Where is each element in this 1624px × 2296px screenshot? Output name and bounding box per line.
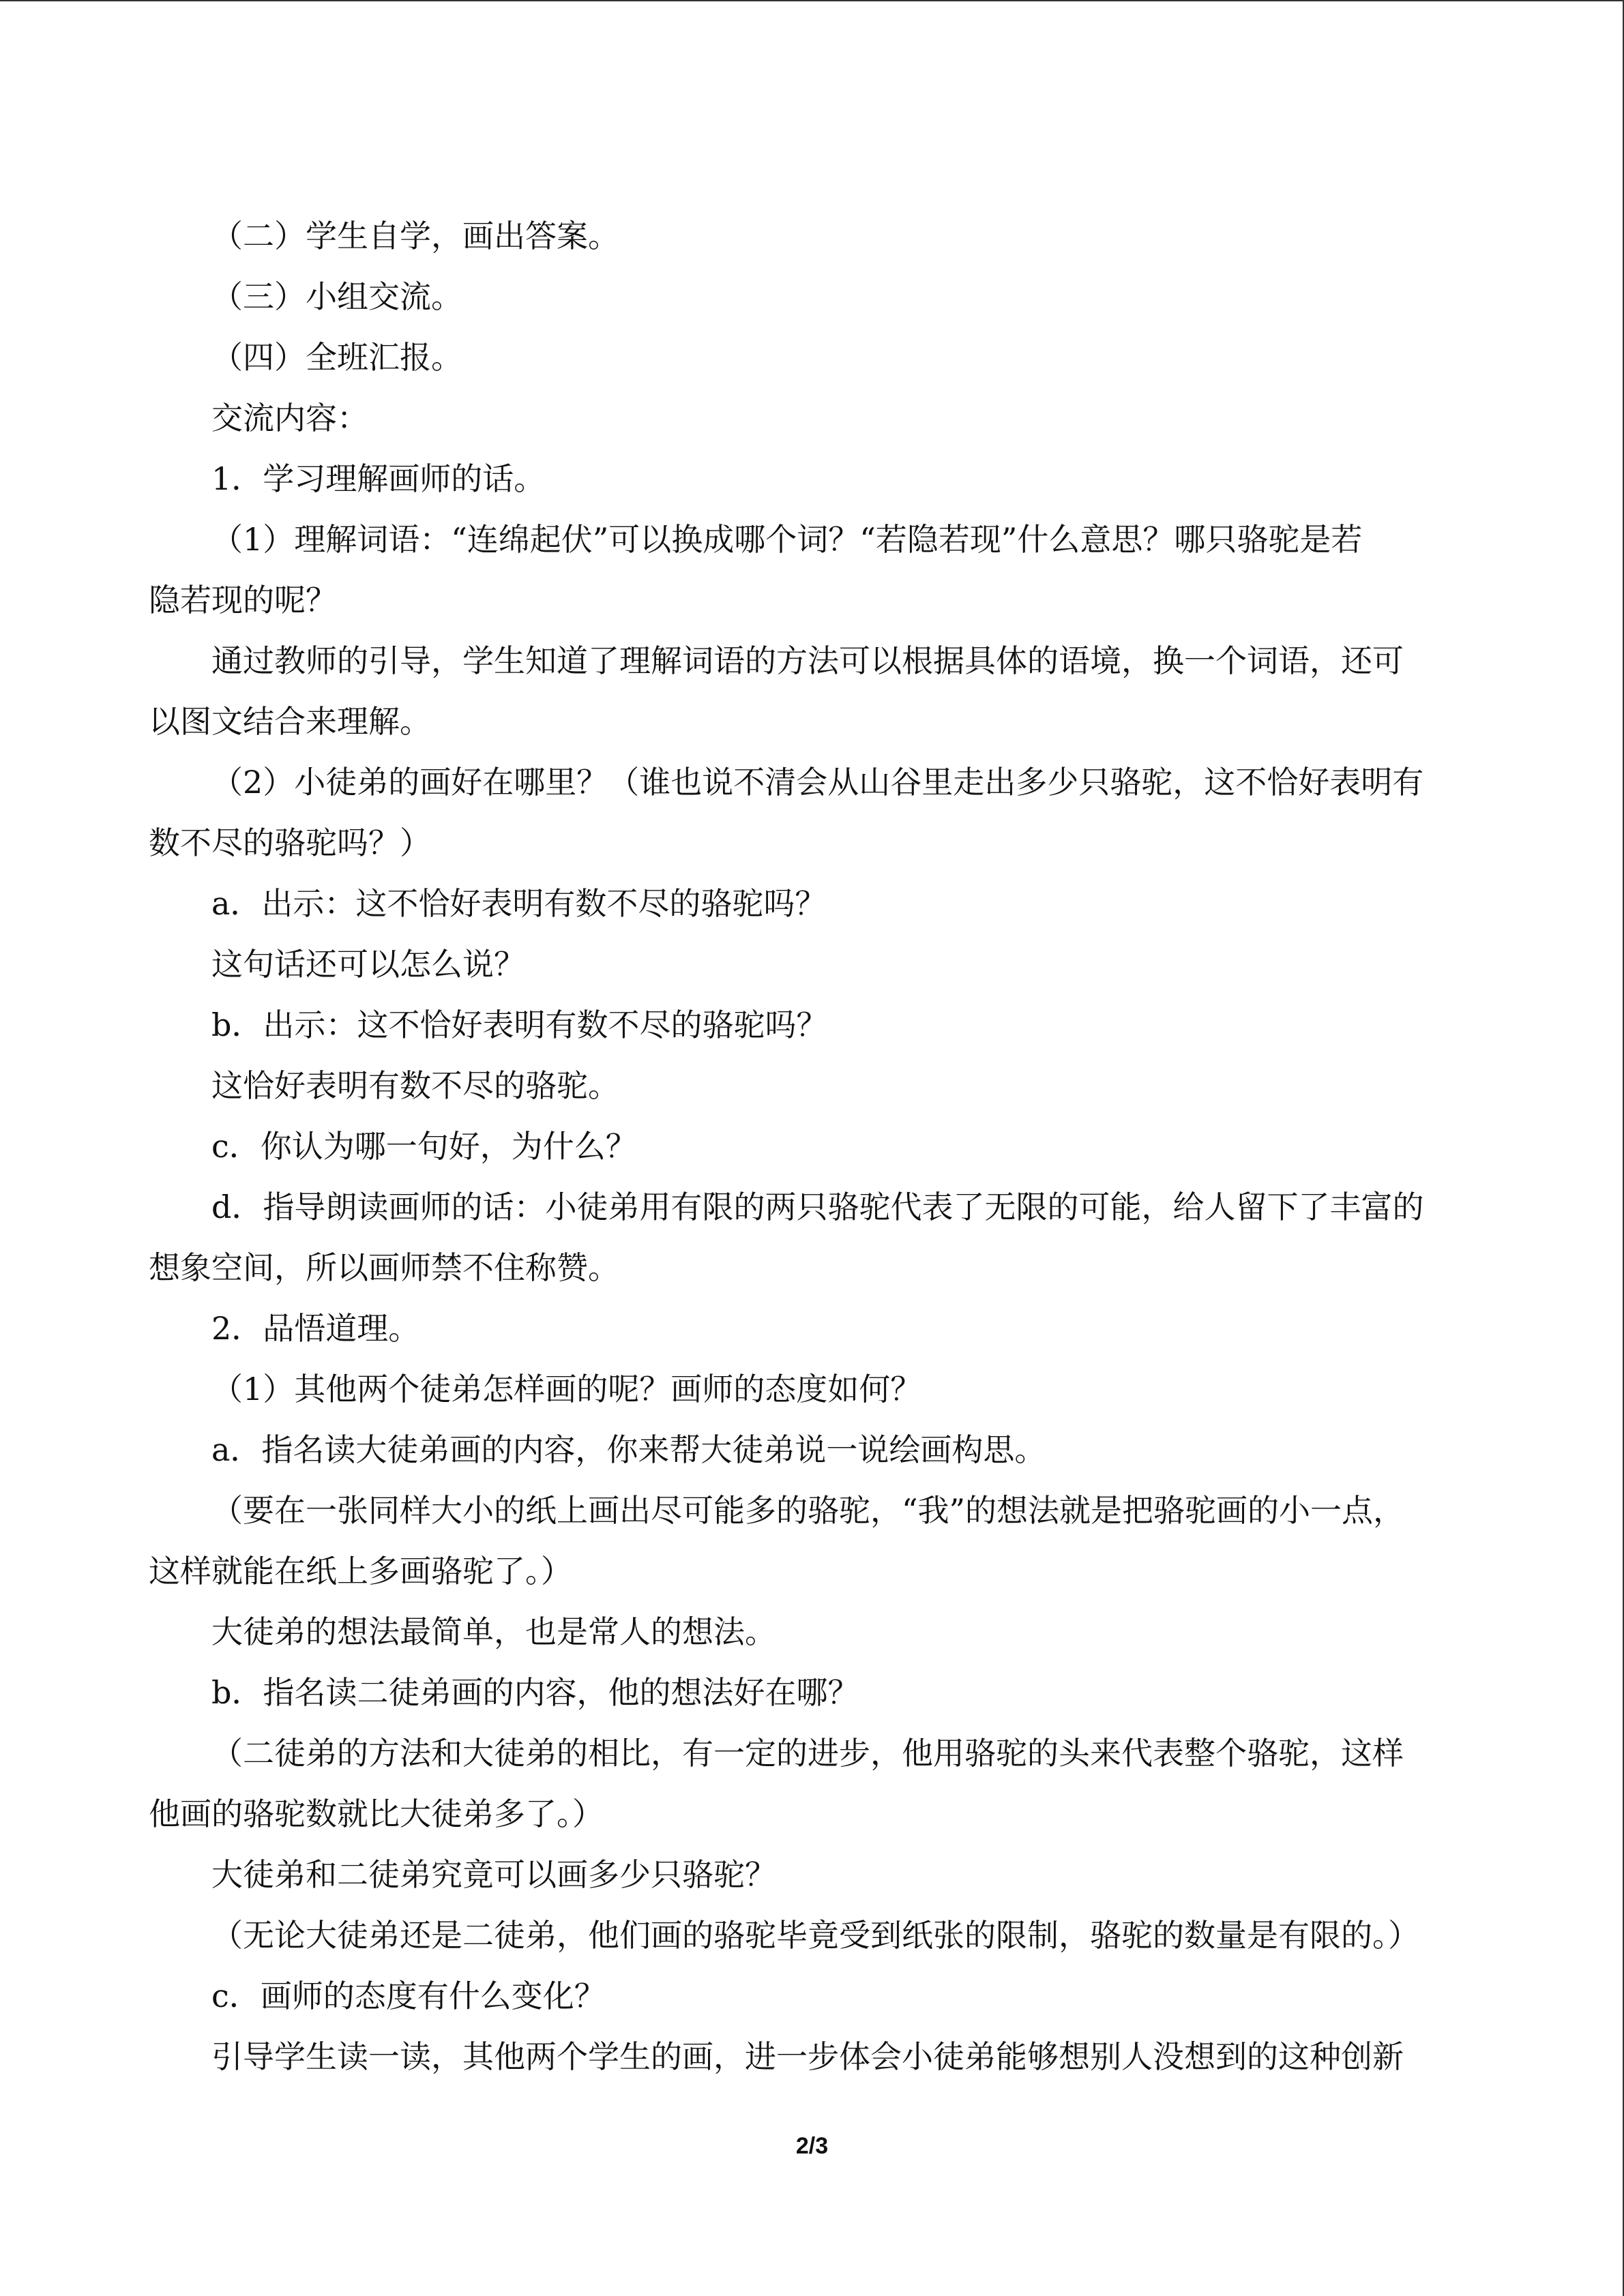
text-line: （1）理解词语：“连绵起伏”可以换成哪个词？“若隐若现”什么意思？哪只骆驼是若 bbox=[211, 521, 1363, 558]
text-line: 想象空间，所以画师禁不住称赞。 bbox=[149, 1249, 619, 1286]
text-line: 隐若现的呢？ bbox=[149, 582, 337, 618]
text-line: 数不尽的骆驼吗？） bbox=[149, 824, 431, 861]
text-line: （2）小徒弟的画好在哪里？（谁也说不清会从山谷里走出多少只骆驼，这不恰好表明有 bbox=[211, 764, 1424, 801]
text-line: 这恰好表明有数不尽的骆驼。 bbox=[211, 1067, 619, 1104]
text-line: 大徒弟和二徒弟究竟可以画多少只骆驼？ bbox=[211, 1856, 776, 1893]
text-line: a．出示：这不恰好表明有数不尽的骆驼吗？ bbox=[211, 885, 827, 922]
text-line: 交流内容： bbox=[211, 400, 368, 436]
text-line: 1．学习理解画师的话。 bbox=[211, 460, 546, 497]
text-line: （要在一张同样大小的纸上画出尽可能多的骆驼，“我”的想法就是把骆驼画的小一点， bbox=[211, 1492, 1405, 1529]
text-line: a．指名读大徒弟画的内容，你来帮大徒弟说一说绘画构思。 bbox=[211, 1431, 1046, 1468]
text-line: （1）其他两个徒弟怎样画的呢？画师的态度如何？ bbox=[211, 1371, 922, 1407]
text-line: 这样就能在纸上多画骆驼了。） bbox=[149, 1553, 572, 1590]
text-line: b．出示：这不恰好表明有数不尽的骆驼吗？ bbox=[211, 1007, 828, 1043]
text-line: （四）全班汇报。 bbox=[211, 339, 462, 376]
text-line: 这句话还可以怎么说？ bbox=[211, 946, 525, 983]
text-line: 他画的骆驼数就比大徒弟多了。） bbox=[149, 1795, 604, 1832]
text-line: （二）学生自学，画出答案。 bbox=[211, 218, 619, 254]
text-line: （二徒弟的方法和大徒弟的相比，有一定的进步，他用骆驼的头来代表整个骆驼，这样 bbox=[211, 1735, 1404, 1772]
text-line: 2．品悟道理。 bbox=[211, 1310, 420, 1347]
text-line: （三）小组交流。 bbox=[211, 278, 462, 315]
text-line: 大徒弟的想法最简单，也是常人的想法。 bbox=[211, 1613, 776, 1650]
page-number: 2/3 bbox=[795, 2133, 829, 2159]
text-line: c．你认为哪一句好，为什么？ bbox=[211, 1128, 637, 1165]
text-line: d．指导朗读画师的话：小徒弟用有限的两只骆驼代表了无限的可能，给人留下了丰富的 bbox=[211, 1189, 1424, 1225]
text-line: （无论大徒弟还是二徒弟，他们画的骆驼毕竟受到纸张的限制，骆驼的数量是有限的。） bbox=[211, 1917, 1419, 1954]
text-line: 以图文结合来理解。 bbox=[149, 703, 431, 740]
text-line: 通过教师的引导，学生知道了理解词语的方法可以根据具体的语境，换一个词语，还可 bbox=[211, 642, 1404, 679]
text-line: 引导学生读一读，其他两个学生的画，进一步体会小徒弟能够想别人没想到的这种创新 bbox=[211, 2038, 1404, 2075]
text-line: b．指名读二徒弟画的内容，他的想法好在哪？ bbox=[211, 1674, 859, 1711]
text-line: c．画师的态度有什么变化？ bbox=[211, 1978, 606, 2014]
document-body bbox=[149, 206, 1479, 2087]
